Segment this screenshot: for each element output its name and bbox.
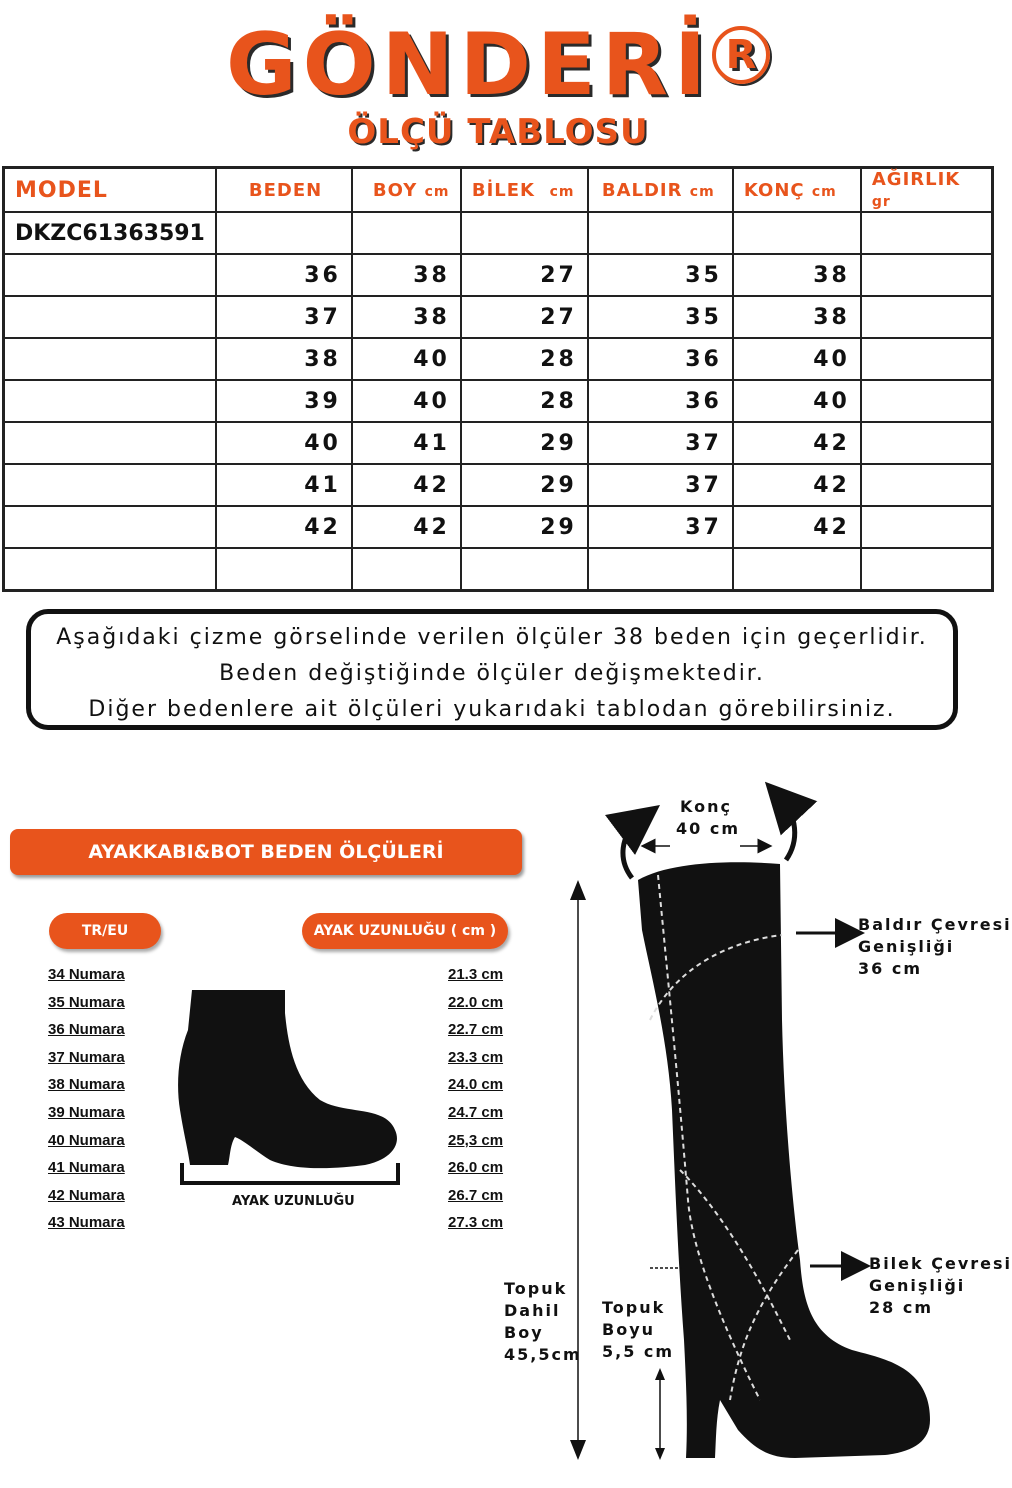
list-item: 43 Numara [48,1214,125,1232]
table-row [4,212,993,254]
list-item: 26.7 cm [448,1186,504,1204]
col-header-bilek: BİLEK cm [461,168,588,213]
model-code: DKZC61363591 [4,212,216,254]
table-row: 42 42 29 37 42 [4,506,993,548]
list-item: 42 Numara [48,1186,125,1204]
table-header-row [4,168,993,213]
col-header-boy: BOY cm [352,168,461,213]
ankle-boot-icon [170,985,410,1190]
list-item: 25,3 cm [448,1131,504,1149]
list-item: 35 Numara [48,993,125,1011]
registered-mark: R [712,26,770,84]
col-header-beden: BEDEN [216,168,352,213]
size-table [2,166,994,592]
list-item: 27.3 cm [448,1214,504,1232]
col-header-agirlik: AĞIRLIK gr [861,168,993,213]
table-row: 38 40 28 36 40 [4,338,993,380]
foot-length-header: AYAK UZUNLUĞU ( cm ) [302,913,508,949]
list-item: 22.0 cm [448,993,504,1011]
table-row: 36 38 27 35 38 [4,254,993,296]
konc-label: Konç 40 cm [676,797,740,838]
table-row: 37 38 27 35 38 [4,296,993,338]
brand-name: GÖNDERİ [225,15,713,115]
topuk-boyu-label: Topuk Boyu 5,5 cm [602,1298,675,1361]
size-list [48,966,125,1242]
list-item: 37 Numara [48,1048,125,1066]
list-item: 34 Numara [48,966,125,983]
notice-box [26,609,958,730]
notice-line: Diğer bedenlere ait ölçüleri yukarıdaki tablodan görebilirsiniz. [88,697,896,722]
notice-line: Beden değiştiğinde ölçüler değişmektedir. [219,661,765,686]
list-item: 26.0 cm [448,1159,504,1177]
list-item: 24.0 cm [448,1076,504,1094]
length-list [448,966,503,1242]
list-item: 24.7 cm [448,1103,504,1121]
table-row: 41 42 29 37 42 [4,464,993,506]
col-header-baldir: BALDIR cm [588,168,733,213]
notice-line: Aşağıdaki çizme görselinde verilen ölçüler 38 beden için geçerlidir. [56,625,928,650]
page-subtitle: ÖLÇÜ TABLOSU [347,112,649,152]
list-item: 41 Numara [48,1159,125,1177]
list-item: 40 Numara [48,1131,125,1149]
list-item: 22.7 cm [448,1021,504,1039]
baldir-label: Baldır Çevresi Genişliği 36 cm [858,915,1012,978]
topuk-dahil-boy-label: Topuk Dahil Boy 45,5cm [504,1279,582,1364]
list-item: 39 Numara [48,1103,125,1121]
size-guide-banner: AYAKKABI&BOT BEDEN ÖLÇÜLERİ [10,829,522,875]
list-item: 23.3 cm [448,1048,504,1066]
list-item: 21.3 cm [448,966,504,983]
list-item: 38 Numara [48,1076,125,1094]
bilek-label: Bilek Çevresi Genişliği 28 cm [869,1254,1012,1317]
knee-boot-diagram [560,780,996,1480]
brand-logo [0,15,996,115]
table-row: 40 41 29 37 42 [4,422,993,464]
table-row: 39 40 28 36 40 [4,380,993,422]
list-item: 36 Numara [48,1021,125,1039]
col-header-model: MODEL [4,168,216,213]
foot-length-label: AYAK UZUNLUĞU [232,1194,355,1209]
tr-eu-header: TR/EU [49,913,161,949]
table-row [4,548,993,591]
col-header-konc: KONÇ cm [733,168,861,213]
